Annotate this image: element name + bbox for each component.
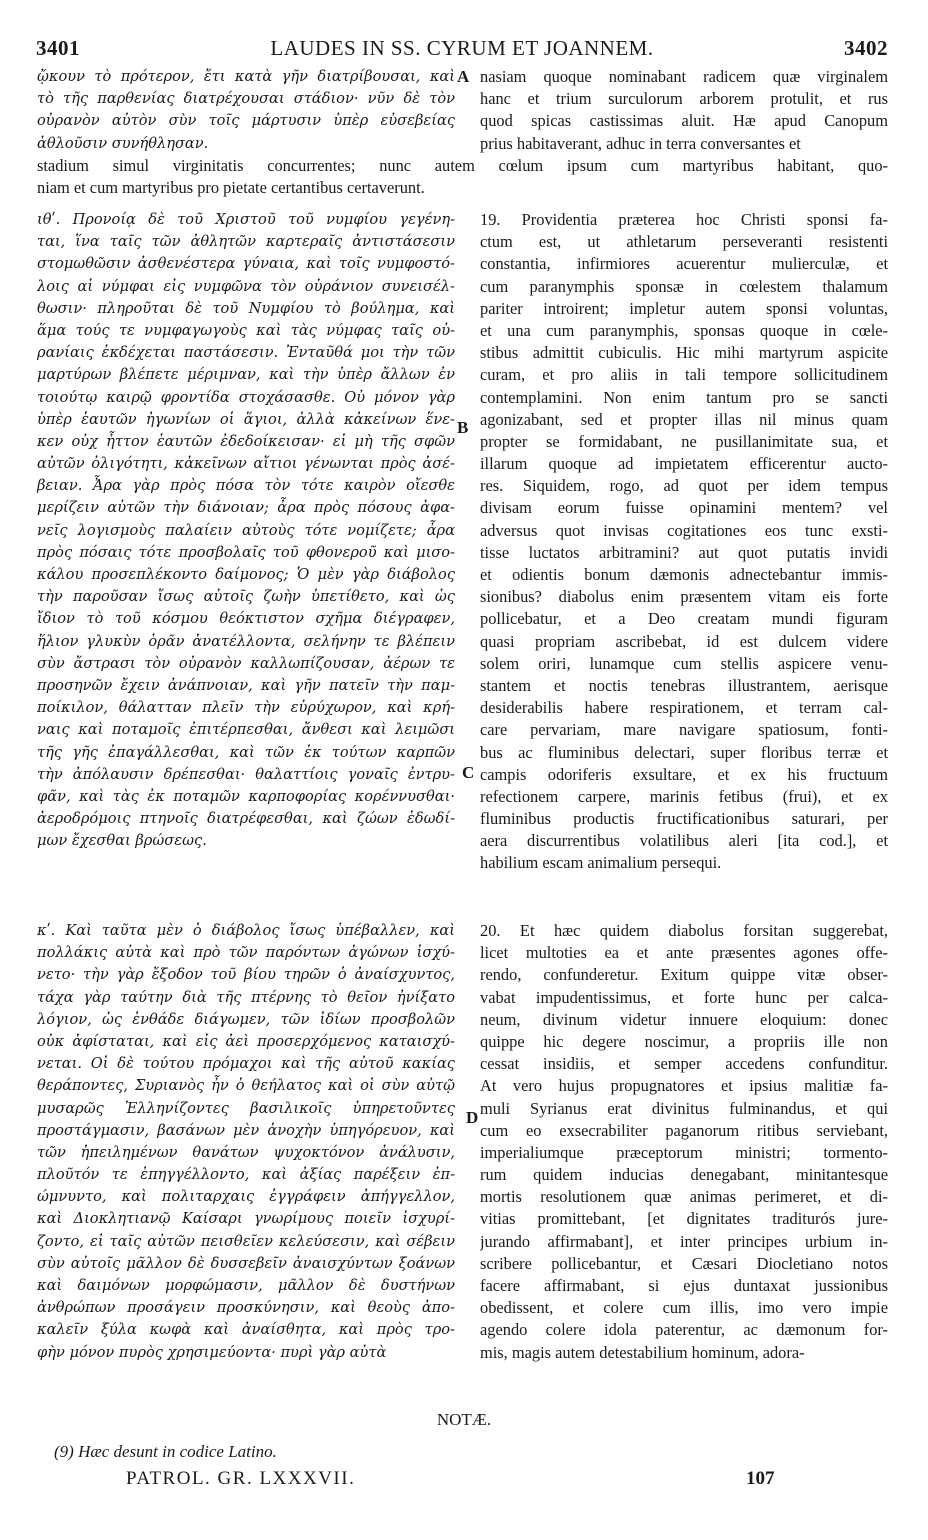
- text-line: τὴν παροῦσαν ἴσως αὐτοῖς ζωὴν ὑπετίθετο, καὶ ὡς: [37, 588, 455, 606]
- left-page-number: 3401: [36, 36, 80, 60]
- greek-top-column: [37, 66, 455, 155]
- text-line: vabat impudentissimus, et forte hunc per calca-: [480, 987, 888, 1007]
- text-line: ιθʹ. Προνοίᾳ δὲ τοῦ Χριστοῦ τοῦ νυμφίου γεγένη-: [37, 211, 455, 228]
- text-line: 20. Et hæc quidem diabolus forsitan suggerebat,: [480, 921, 888, 940]
- text-line: neum, divinum videtur innuere eloquium: donec: [480, 1009, 888, 1029]
- text-line: quod spicas castissimas aluit. Hæ apud Canopum: [480, 111, 888, 131]
- text-line: agonizabant, sed et propter illas nil minus quam: [480, 409, 888, 429]
- margin-marker-d: D: [466, 1108, 479, 1127]
- text-line: ἀθλοῦσιν συνήθλησαν.: [37, 134, 209, 152]
- right-page-number: 3402: [844, 36, 888, 60]
- text-line: vitias promittebant, [et dignitates traditurós jure-: [480, 1209, 888, 1229]
- text-line: care pervariam, mare navigare spatiosum, fonti-: [480, 720, 888, 740]
- text-line: jurando affirmabant], et inter principes urbium in-: [480, 1231, 888, 1251]
- text-line: τοιούτῳ καιρῷ φροντίδα στοχάσασθε. Οὐ μόνον γὰρ: [37, 388, 455, 406]
- text-line: ὑπὲρ ἑαυτῶν ἠγωνίων οἱ ἅγιοι, ἀλλὰ κἀκείνων ἕνε-: [37, 410, 455, 428]
- text-line: illarum quoque ad impietatem efficerentur aucto-: [480, 454, 888, 474]
- text-line: στομωθῶσιν ἀσθενέστερα γύναια, καὶ τοῖς νυμφοστό-: [37, 255, 455, 273]
- text-line: stadium simul virginitatis concurrentes; nunc autem cœlum ipsum cum martyribus habitant, quo-: [37, 156, 888, 175]
- text-line: μερίζειν αὐτῶν τὴν διάνοιαν; ἆρα πρὸς πόσους ἀφα-: [37, 499, 455, 517]
- running-title: LAUDES IN SS. CYRUM ET JOANNEM.: [270, 36, 654, 60]
- text-line: quippe hic degere noscimur, a propriis ille non: [480, 1031, 888, 1051]
- latin-column-section-20: [480, 920, 888, 1364]
- text-line: cum eo exsecrabiliter paganorum ritibus serviebant,: [480, 1120, 888, 1140]
- text-line: mis, magis autem detestabilium hominum, adora-: [480, 1342, 805, 1362]
- text-line: At vero hujus propugnatores et ipsius malitiæ fa-: [480, 1076, 888, 1096]
- greek-column-section-19: [37, 209, 455, 852]
- text-line: cessat insidiis, et semper accedens confunditur.: [480, 1054, 888, 1074]
- text-line: niam et cum martyribus pro pietate certantibus certaverunt.: [37, 178, 425, 198]
- text-line: imperialiumque præceptorum ministri; tormento-: [480, 1142, 888, 1162]
- latin-top-column: [480, 66, 888, 155]
- text-line: φᾶν, καὶ τὰς ἐκ ποταμῶν καρποφορίας κορέννυσθαι·: [37, 787, 455, 805]
- text-line: obedissent, et colere cum illis, imo vero impie: [480, 1298, 888, 1318]
- text-line: stibus admittit cubiculis. Hic mihi martyrum aspicite: [480, 343, 888, 363]
- patrologia-volume: PATROL. GR. LXXXVII.: [126, 1468, 356, 1489]
- text-line: πολλάκις αὐτὰ καὶ πρὸ τῶν παρόντων ἀγώνων ἰσχύ-: [37, 944, 455, 962]
- text-line: ποίκιλον, θάλατταν πλεῖν τὴν εὐρύχωρον, καὶ κρή-: [37, 699, 455, 717]
- text-line: muli Syrianus erat divinitus fulminandus, et qui: [480, 1098, 888, 1118]
- text-line: res. Siquidem, rogo, ad quot per idem tempus: [480, 476, 888, 496]
- text-line: σὺν αὐτοῖς μᾶλλον δὲ δυσσεβεῖν ἀναισχύντων ξοάνων: [37, 1254, 455, 1272]
- text-line: tisse luctatos arbitramini? aut quot putatis invidi: [480, 542, 888, 562]
- text-line: ἀεροδρόμοις πτηνοῖς διατρέφεσθαι, καὶ ζώων ἐδωδί-: [37, 810, 455, 828]
- text-line: adversus quot invisas cogitationes eos tunc exsti-: [480, 520, 888, 540]
- text-line: καὶ Διοκλητιανῷ Καίσαρι γνωρίμους ποιεῖν ἰσχυρί-: [37, 1210, 455, 1228]
- text-line: pollicebatur, et a Deo creatam mundi figuram: [480, 609, 888, 629]
- text-line: μων ἔχεσθαι βρώσεως.: [37, 832, 207, 850]
- notes-title: NOTÆ.: [436, 1410, 492, 1429]
- text-line: ναις καὶ ποταμοῖς ἐπιτέρπεσθαι, ἄνθεσι καὶ λειμῶσι: [37, 721, 455, 739]
- text-line: λόγιον, ὡς ἐνθάδε διάγωμεν, τῶν ἰδίων προσβολῶν: [37, 1010, 455, 1028]
- margin-marker-b: B: [457, 418, 469, 437]
- text-line: ρανίαις ἐκδέχεται παστάσεσιν. Ἐνταῦθά μοι τὴν τῶν: [37, 344, 455, 362]
- text-line: sionibus? diabolus enim præsentem vitam eis forte: [480, 587, 888, 607]
- text-line: ᾤκουν τὸ πρότερον, ἔτι κατὰ γῆν διατρίβουσαι, καὶ: [37, 68, 455, 85]
- page-header: [36, 36, 888, 64]
- text-line: ἅμα τούς τε νυμφαγωγοὺς καὶ τὰς νύμφας ταῖς οὐ-: [37, 321, 455, 339]
- text-line: et odientis bonum dæmonis adnectebantur immis-: [480, 565, 888, 584]
- text-line: πλοῦτόν τε ἐπηγγέλλοντο, καὶ ἀξίας παρέξειν ἐπ-: [37, 1166, 455, 1184]
- text-line: τὸ τῆς παρθενίας διατρέχουσαι στάδιον· νῦν δὲ τὸν: [37, 90, 455, 108]
- text-line: προστάγμασιν, βασάνων μὲν ἀνοχὴν ὑπηγόρευον, καὶ: [37, 1121, 455, 1139]
- full-width-text: [37, 155, 888, 199]
- text-line: ζοντο, εἰ ταῖς αὐτῶν πεισθεῖεν κελεύσεσιν, καὶ σέβειν: [37, 1232, 455, 1250]
- text-line: constantia, infirmiores acuerentur mulierculæ, et: [480, 254, 888, 274]
- text-line: τῆς γῆς ἐπαγάλλεσθαι, καὶ τῶν ἐκ τούτων καρπῶν: [37, 743, 455, 761]
- text-line: ἥλιον γλυκὺν ὁρᾶν ἀνατέλλοντα, σελήνην τε βλέπειν: [37, 632, 455, 650]
- text-line: habilium escam animalium persequi.: [480, 853, 722, 873]
- text-line: cum paranymphis sponsæ in cœlestem thalamum: [480, 276, 888, 296]
- text-line: prius habitaverant, adhuc in terra conversantes et: [480, 133, 801, 153]
- text-line: ται, ἵνα ταῖς τῶν ἀθλητῶν καρτεραῖς ἀντιστάσεσιν: [37, 233, 455, 251]
- text-line: hanc et trium surculorum arborem protulit, et rus: [480, 89, 888, 109]
- text-line: μυσαρῶς Ἑλληνίζοντες βασιλικοῖς ὑπηρετοῦντες: [37, 1099, 455, 1117]
- text-line: βειαν. Ἆρα γὰρ πρὸς πόσα τὸν τότε καιρὸν οἴεσθε: [37, 477, 455, 495]
- text-line: νεται. Οἱ δὲ τούτου πρόμαχοι καὶ τῆς αὐτοῦ κακίας: [37, 1055, 455, 1073]
- text-line: licet multoties ea et ante præsentes agones offe-: [480, 943, 888, 963]
- text-line: νεῖς λογισμοὺς παλαίειν αὐτοὺς τότε νομίζετε; ἆρα: [37, 521, 455, 539]
- text-line: πρὸς πόσαις τότε προσβολαῖς τοῦ φθονεροῦ καὶ μισο-: [37, 543, 455, 561]
- text-line: divisam eorum fuisse opinamini mentem? vel: [480, 498, 888, 518]
- latin-column-section-19: [480, 209, 888, 875]
- text-line: ἀνθρώπων προσάγειν προσκύνησιν, καὶ θεοὺς ἀπο-: [37, 1299, 455, 1317]
- text-line: stantem et noctis tenebras illustrantem, aerisque: [480, 675, 888, 695]
- text-line: campis odoriferis exsultare, et ex his fructuum: [480, 764, 888, 784]
- text-line: rum quidem inducias denegabant, minitantesque: [480, 1165, 888, 1185]
- text-line: rendo, confunderetur. Exitum quippe vitæ obser-: [480, 965, 888, 985]
- text-line: curam, et pro aliis in tali tempore sollicitudinem: [480, 365, 888, 385]
- text-line: ώμνυντο, καὶ πολιταρχαις ἐγγράφειν ἀπήγγελλον,: [37, 1188, 455, 1206]
- text-line: facere affirmabant, si ejus duntaxat jussionibus: [480, 1276, 888, 1295]
- signature-number: 107: [746, 1468, 775, 1489]
- text-line: pariter introirent; impletur autem sponsi voluntas,: [480, 298, 888, 318]
- text-line: νετο· τὴν γὰρ ἔξοδον τοῦ βίου τηρῶν ὁ ἀναίσχυντος,: [37, 966, 455, 984]
- text-line: mortis resolutionem quæ animas perimeret, et di-: [480, 1187, 888, 1207]
- text-line: σὺν ἄστρασι τὸν οὐρανὸν καλλωπίζουσαν, ἀέρων τε: [37, 654, 455, 672]
- text-line: αὐτῶν ὀλιγότητι, κἀκεῖνων αἴτιοι γένωνται πρὸς ἀσέ-: [37, 455, 455, 473]
- text-line: οὐρανὸν αὐτὸν σὺν τοῖς μάρτυσιν ὑπὲρ εὐσεβείας: [37, 112, 455, 130]
- text-line: τάχα γὰρ ταύτην διὰ τῆς πτέρνης τὸ θεῖον ἠνίξατο: [37, 988, 455, 1006]
- margin-marker-c: C: [462, 763, 475, 782]
- text-line: 19. Providentia præterea hoc Christi sponsi fa-: [480, 210, 888, 229]
- text-line: refectionem carpere, marinis fetibus (frui), et ex: [480, 786, 888, 806]
- text-line: quasi propriam ascribebat, id est dulcem videre: [480, 631, 888, 651]
- text-line: scribere pollicebantur, et Cæsari Diocletiano notos: [480, 1253, 888, 1273]
- text-line: ἴδιον τὸ τοῦ κόσμου θεόκτιστον σχῆμα διέγραφεν,: [37, 610, 455, 628]
- text-line: θωσιν· πληροῦται δὲ τοῦ Νυμφίου τὸ βούλημα, καὶ: [37, 299, 455, 317]
- text-line: θεράποντες, Συριανὸς ἦν ὁ θεήλατος καὶ οἱ σὺν αὐτῷ: [37, 1077, 455, 1095]
- text-line: λοις αἱ νύμφαι εἰς νυμφῶνα τὸν οὐράνιον συνεισέλ-: [37, 277, 455, 295]
- text-line: κʹ. Καὶ ταῦτα μὲν ὁ διάβολος ἴσως ὑπέβαλλεν, καὶ: [37, 922, 455, 939]
- text-line: τῶν ἠπειλημένων θανάτων ψυχοκτόνον ἀνάλυσιν,: [37, 1143, 455, 1161]
- text-line: agendo colere idola paterentur, ac dæmonum for-: [480, 1320, 888, 1340]
- text-line: et una cum paranymphis, sponsas quoque in cœle-: [480, 320, 888, 340]
- text-line: nasiam quoque nominabant radicem quæ virginalem: [480, 67, 888, 86]
- text-line: κεν οὐχ ἧττον ἑαυτῶν ἐδεδοίκεισαν· εἰ μὴ τῆς σφῶν: [37, 432, 455, 450]
- text-line: propter se formidabant, ne pusillanimitate sua, et: [480, 431, 888, 451]
- text-line: τὴν ἀπόλαυσιν δρέπεσθαι· θαλαττίοις γοναῖς ἐντρυ-: [37, 765, 455, 783]
- text-line: μαρτύρων βλέπετε μέριμναν, καὶ τὴν ὑπὲρ ἄλλων ἐν: [37, 366, 455, 384]
- text-line: φὴν μόνον πυρὸς χρησιμεύοντα· πυρὶ γὰρ αὐτὰ: [37, 1343, 387, 1361]
- text-line: καλεῖν ξύλα κωφὰ καὶ ἀναίσθητα, καὶ πρὸς τρο-: [37, 1321, 455, 1339]
- text-line: καὶ δαιμόνων μορφώμασιν, μᾶλλον δὲ δυστήνων: [37, 1277, 455, 1294]
- text-line: οὐκ ἀφίσταται, καὶ εἰς ἀεὶ προσερχόμενος καταισχύ-: [37, 1032, 455, 1050]
- text-line: κάλου προσεπλέκοντο δαίμονος; Ὁ μὲν γὰρ διάβολος: [37, 566, 455, 583]
- margin-marker-a: A: [457, 67, 470, 86]
- text-line: bus ac fluminibus delectari, super floribus terræ et: [480, 742, 888, 762]
- text-line: ctum est, ut athletarum perseveranti resistenti: [480, 232, 888, 252]
- text-line: solem oriri, lunamque cum stellis aspicere venu-: [480, 653, 888, 673]
- text-line: contemplamini. Non enim tantum pro se sancti: [480, 387, 888, 407]
- text-line: fluminibus productis fructificationibus saturari, per: [480, 809, 888, 829]
- text-line: προσηνῶν ἔχειν ἀνάπνοιαν, καὶ γῆν πατεῖν τὴν παμ-: [37, 676, 455, 694]
- text-line: desiderabilis habere respirationem, et terram cal-: [480, 698, 888, 718]
- greek-column-section-20: [37, 920, 455, 1364]
- text-line: aera discurrentibus volatilibus aleri [ita cod.], et: [480, 831, 888, 851]
- footnote-9: (9) Hæc desunt in codice Latino.: [54, 1442, 277, 1461]
